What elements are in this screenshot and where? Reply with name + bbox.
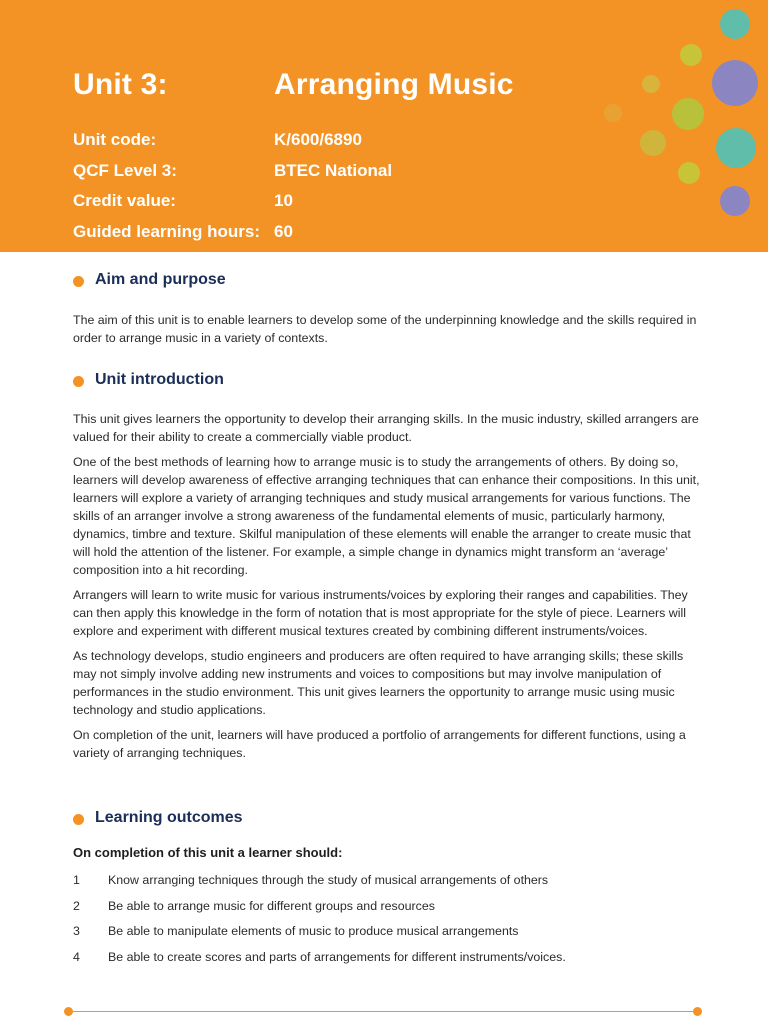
decorative-dot	[604, 104, 622, 122]
meta-key: QCF Level 3:	[73, 161, 177, 180]
paragraph: This unit gives learners the opportunity to develop their arranging skills. In the music industry, skilled arrangers are valued for their ability to create a commercially viable product.	[73, 412, 699, 444]
decorative-dot	[678, 162, 700, 184]
divider-end-dot	[64, 1007, 73, 1016]
paragraph: The aim of this unit is to enable learners to develop some of the underpinning knowledge and the skills required in order to arrange music in a variety of contexts.	[73, 313, 697, 345]
bullet-dot-icon	[73, 276, 84, 287]
decorative-dot	[640, 130, 666, 156]
meta-value: K/600/6890	[274, 130, 362, 149]
intro-section-body	[73, 410, 703, 762]
outcome-number: 1	[73, 873, 80, 887]
paragraph: Arrangers will learn to write music for various instruments/voices by exploring their ranges and capabilities. They can then apply this knowledge in the form of notation that is most appropriate for the style of piece. Learners will explore and experiment with different musical textures created by combining different instruments/voices.	[73, 588, 688, 638]
outcome-text: Be able to arrange music for different groups and resources	[108, 899, 435, 913]
outcomes-lead: On completion of this unit a learner should:	[73, 845, 343, 860]
decorative-dot	[672, 98, 704, 130]
meta-value: BTEC National	[274, 161, 393, 180]
decorative-dot	[642, 75, 660, 93]
decorative-dot	[712, 60, 758, 106]
paragraph: As technology develops, studio engineers and producers are often required to have arranging skills; these skills may not simply involve adding new instruments and voices to compositions but may involve manipulation of performances in the studio environment. This unit gives learners the opportunity to arrange music using music technology and studio applications.	[73, 649, 684, 717]
decorative-dot	[720, 9, 750, 39]
divider-end-dot	[693, 1007, 702, 1016]
decorative-dot	[680, 44, 702, 66]
section-heading-label: Learning outcomes	[95, 809, 243, 826]
section-heading-label: Unit introduction	[95, 371, 224, 388]
outcome-text: Be able to manipulate elements of music to produce musical arrangements	[108, 924, 519, 938]
meta-value: 60	[274, 222, 293, 241]
section-heading-label: Aim and purpose	[95, 271, 226, 288]
outcome-text: Be able to create scores and parts of arrangements for different instruments/voices.	[108, 950, 566, 964]
outcome-number: 4	[73, 950, 80, 964]
outcome-number: 3	[73, 924, 80, 938]
footer-divider	[68, 1011, 698, 1012]
meta-key: Credit value:	[73, 191, 176, 210]
bullet-dot-icon	[73, 814, 84, 825]
aim-section-body	[73, 311, 703, 347]
bullet-dot-icon	[73, 376, 84, 387]
paragraph: On completion of the unit, learners will have produced a portfolio of arrangements for different functions, using a variety of arranging techniques.	[73, 728, 686, 760]
unit-header-banner	[0, 0, 768, 252]
unit-title: Arranging Music	[274, 68, 514, 101]
outcome-number: 2	[73, 899, 80, 913]
decorative-dot	[716, 128, 756, 168]
decorative-dot	[720, 186, 750, 216]
paragraph: One of the best methods of learning how to arrange music is to study the arrangements of others. By doing so, learners will develop awareness of effective arranging techniques that can enhance their compositions. In this unit, learners will explore a variety of arranging techniques and study musical arrangements for various functions. The skills of an arranger involve a strong awareness of the fundamental elements of music, particularly harmony, dynamics, timbre and texture. Skilful manipulation of these elements will enable the arranger to create music that will hold the attention of the listener. For example, a simple change in dynamics might transform an ‘average’ composition into a hit recording.	[73, 455, 700, 577]
meta-value: 10	[274, 191, 293, 210]
meta-key: Guided learning hours:	[73, 222, 261, 241]
outcome-text: Know arranging techniques through the study of musical arrangements of others	[108, 873, 549, 887]
meta-key: Unit code:	[73, 130, 157, 149]
unit-number: Unit 3:	[73, 68, 168, 101]
